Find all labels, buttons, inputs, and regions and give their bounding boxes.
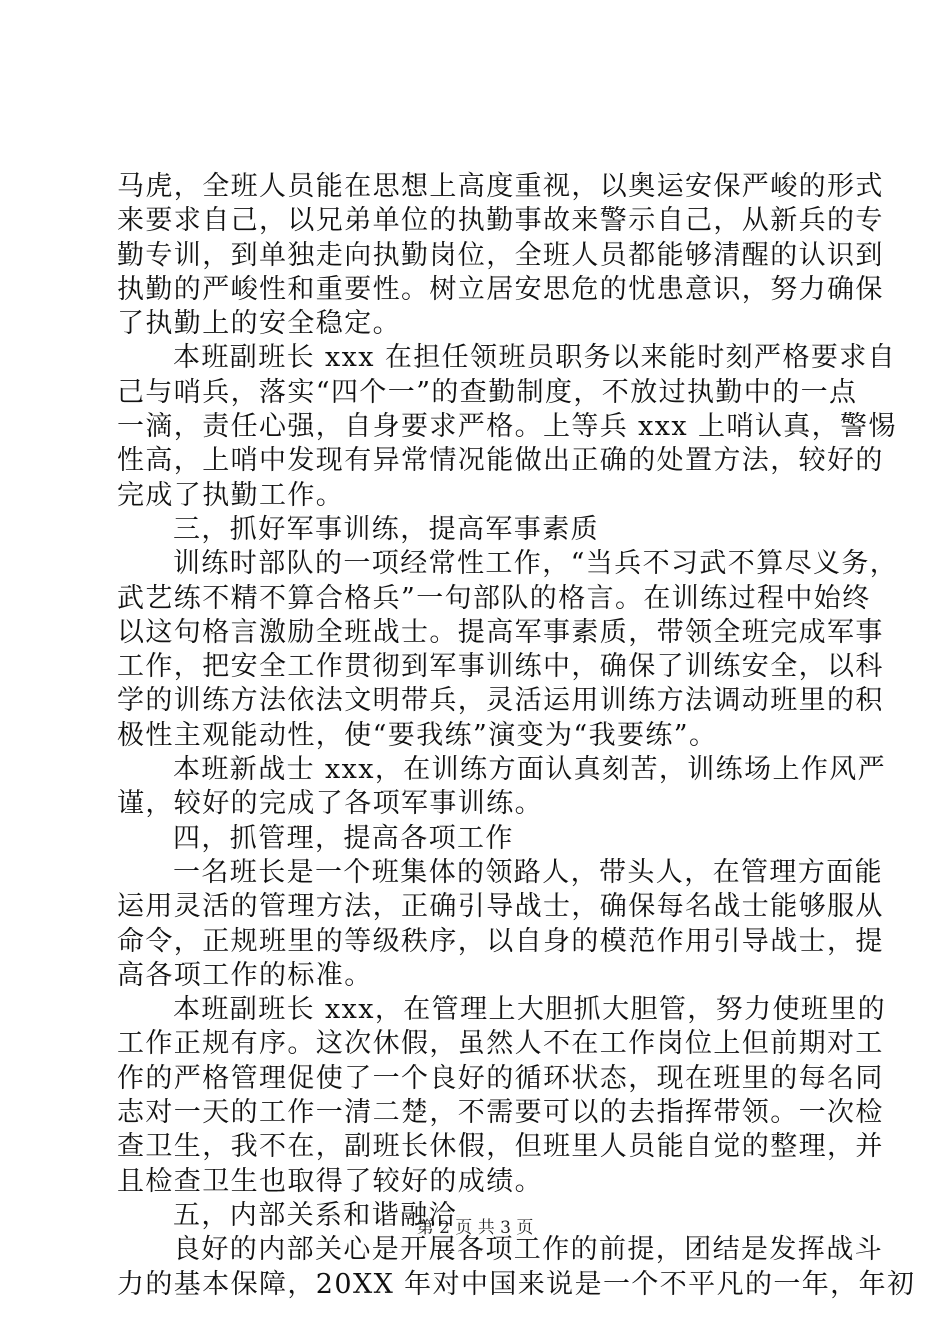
paragraph-line: 训练时部队的一项经常性工作，“当兵不习武不算尽义务， [173, 548, 899, 580]
document-body [117, 170, 916, 1302]
section-heading: 三，抓好军事训练，提高军事素质 [173, 513, 599, 545]
paragraph-line: 武艺练不精不算合格兵”一句部队的格言。在训练过程中始终 [117, 582, 871, 614]
paragraph-line: 学的训练方法依法文明带兵，灵活运用训练方法调动班里的积 [117, 685, 884, 717]
paragraph-line: 高各项工作的标准。 [117, 959, 373, 991]
paragraph-line: 且检查卫生也取得了较好的成绩。 [117, 1165, 543, 1197]
paragraph-line: 志对一天的工作一清二楚，不需要可以的去指挥带领。一次检 [117, 1097, 884, 1129]
paragraph-line: 极性主观能动性，使“要我练”演变为“我要练”。 [117, 719, 718, 751]
paragraph-line: 马虎，全班人员能在思想上高度重视，以奥运安保严峻的形式 [117, 171, 884, 202]
paragraph-line: 了执勤上的安全稳定。 [117, 308, 401, 340]
paragraph-line: 完成了执勤工作。 [117, 479, 345, 511]
paragraph-line: 以这句格言激励全班战士。提高军事素质，带领全班完成军事 [117, 616, 884, 648]
paragraph-line: 查卫生，我不在，副班长休假，但班里人员能自觉的整理，并 [117, 1131, 884, 1163]
paragraph-line: 来要求自己，以兄弟单位的执勤事故来警示自己，从新兵的专 [117, 205, 884, 237]
paragraph-line: 本班副班长 xxx 在担任领班员职务以来能时刻严格要求自 [173, 342, 897, 374]
paragraph-line: 本班新战士 xxx，在训练方面认真刻苦，训练场上作风严 [173, 754, 887, 786]
paragraph-line: 谨，较好的完成了各项军事训练。 [117, 788, 543, 820]
paragraph-line: 本班副班长 xxx，在管理上大胆抓大胆管，努力使班里的 [173, 994, 887, 1026]
section-heading: 四，抓管理，提高各项工作 [173, 822, 514, 854]
paragraph-line: 工作正规有序。这次休假，虽然人不在工作岗位上但前期对工 [117, 1028, 884, 1060]
paragraph-line: 良好的内部关心是开展各项工作的前提，团结是发挥战斗 [173, 1234, 883, 1266]
paragraph-line: 作的严格管理促使了一个良好的循环状态，现在班里的每名同 [117, 1062, 884, 1094]
paragraph-line: 勤专训，到单独走向执勤岗位，全班人员都能够清醒的认识到 [117, 239, 884, 271]
paragraph-line: 一名班长是一个班集体的领路人，带头人，在管理方面能 [173, 856, 883, 888]
paragraph-line: 一滴，责任心强，自身要求严格。上等兵 xxx 上哨认真，警惕 [117, 411, 897, 443]
paragraph-line: 工作，把安全工作贯彻到军事训练中，确保了训练安全，以科 [117, 651, 884, 683]
page-number-footer: 第 2 页 共 3 页 [416, 1218, 534, 1238]
paragraph-line: 运用灵活的管理方法，正确引导战士，确保每名战士能够服从 [117, 891, 884, 923]
paragraph-line: 力的基本保障，20XX 年对中国来说是一个不平凡的一年，年初 [117, 1268, 916, 1300]
paragraph-line: 命令，正规班里的等级秩序，以自身的模范作用引导战士，提 [117, 925, 884, 957]
section-heading: 五，内部关系和谐融洽 [173, 1199, 457, 1231]
paragraph-line: 执勤的严峻性和重要性。树立居安思危的忧患意识，努力确保 [117, 273, 884, 305]
paragraph-line: 己与哨兵，落实“四个一”的查勤制度，不放过执勤中的一点 [117, 376, 858, 408]
paragraph-line: 性高，上哨中发现有异常情况能做出正确的处置方法，较好的 [117, 445, 884, 477]
